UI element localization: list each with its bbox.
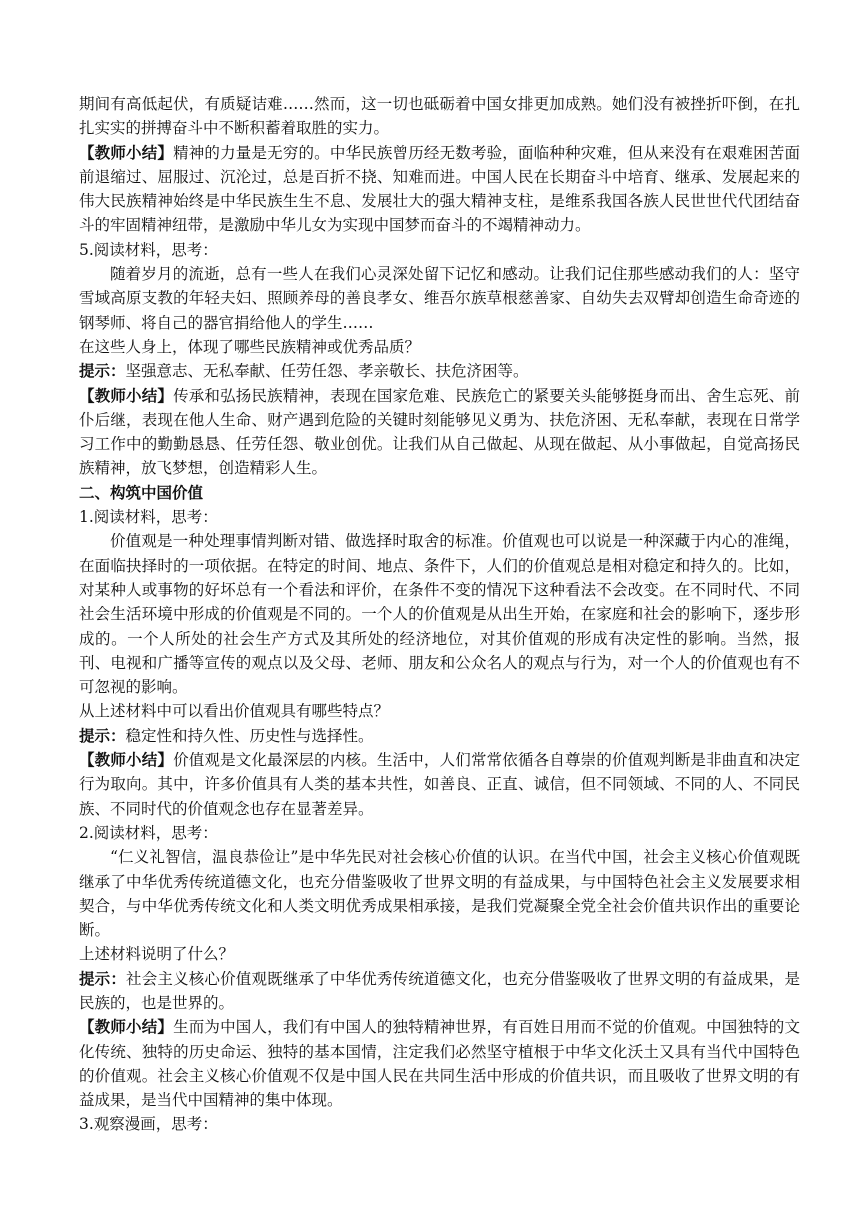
teacher-summary-2 — [79, 384, 800, 481]
hint-text: 稳定性和持久性、历史性与选择性。 — [125, 726, 374, 745]
teacher-summary-3 — [79, 748, 800, 821]
question-1-material: 价值观是一种处理事情判断对错、做选择时取舍的标准。价值观也可以说是一种深藏于内心的准绳，在面临抉择时的一项依据。在特定的时间、地点、条件下，人们的价值观总是相对稳定和持久的。比如，对某种人或事物的好坏总有一个看法和评价，在条件不变的情况下这种看法不会改变。在不同时代、不同社会生活环境中形成的价值观是不同的。一个人的价值观是从出生开始，在家庭和社会的影响下，逐步形成的。一个人所处的社会生产方式及其所处的经济地位，对其价值观的形成有决定性的影响。当然，报刊、电视和广播等宣传的观点以及父母、老师、朋友和公众名人的观点与行为，对一个人的价值观也有不可忽视的影响。 — [79, 532, 800, 697]
summary-tag: 【教师小结】 — [79, 143, 174, 162]
question-3-title: 3.观察漫画，思考： — [79, 1115, 218, 1134]
question-1-hint — [79, 724, 800, 748]
hint-label: 提示： — [79, 362, 126, 381]
hint-label: 提示： — [79, 726, 126, 745]
intro-paragraph: 期间有高低起伏，有质疑诘难……然而，这一切也砥砺着中国女排更加成熟。她们没有被挫折吓倒，在扎扎实实的拼搏奋斗中不断积蓄着取胜的实力。 — [79, 95, 800, 138]
hint-label: 提示： — [79, 969, 127, 988]
summary-text: 精神的力量是无穷的。中华民族曾历经无数考验，面临种种灾难，但从来没有在艰难困苦面前退缩过、屈服过、沉沦过，总是百折不挠、知难而进。中国人民在长期奋斗中培育、继承、发展起来的伟大民族精神始终是中华民族生生不息、发展壮大的强大精神支柱，是维系我国各族人民世世代代团结奋斗的牢固精神纽带，是激励中华儿女为实现中国梦而奋斗的不竭精神动力。 — [79, 143, 800, 235]
question-5-question: 在这些人身上，体现了哪些民族精神或优秀品质？ — [79, 337, 421, 356]
summary-tag: 【教师小结】 — [79, 751, 174, 770]
summary-tag: 【教师小结】 — [79, 386, 174, 405]
question-1-title: 1.阅读材料，思考： — [79, 508, 218, 527]
hint-text: 坚强意志、无私奉献、任劳任怨、孝亲敬长、扶危济困等。 — [125, 362, 529, 381]
question-1-question: 从上述材料中可以看出价值观具有哪些特点？ — [79, 702, 390, 721]
summary-tag: 【教师小结】 — [79, 1018, 174, 1037]
teacher-summary-4 — [79, 1015, 800, 1112]
question-5-material: 随着岁月的流逝，总有一些人在我们心灵深处留下记忆和感动。让我们记住那些感动我们的人：坚守雪域高原支教的年轻夫妇、照顾养母的善良孝女、维吾尔族草根慈善家、自幼失去双臂却创造生命奇迹的钢琴师、将自己的器官捐给他人的学生…… — [79, 265, 800, 332]
teacher-summary-1 — [79, 141, 800, 238]
question-2-question: 上述材料说明了什么？ — [79, 945, 235, 964]
question-2-title: 2.阅读材料，思考： — [79, 823, 218, 842]
section-heading: 二、构筑中国价值 — [79, 483, 204, 502]
summary-text: 生而为中国人，我们有中国人的独特精神世界，有百姓日用而不觉的价值观。中国独特的文化传统、独特的历史命运、独特的基本国情，注定我们必然坚守植根于中华文化沃土又具有当代中国特色的价值观。社会主义核心价值观不仅是中国人民在共同生活中形成的价值共识，而且吸收了世界文明的有益成果，是当代中国精神的集中体现。 — [79, 1018, 800, 1110]
question-2-hint — [79, 967, 800, 1016]
summary-text: 价值观是文化最深层的内核。生活中，人们常常依循各自尊崇的价值观判断是非曲直和决定行为取向。其中，许多价值具有人类的基本共性，如善良、正直、诚信，但不同领域、不同的人、不同民族、不同时代的价值观念也存在显著差异。 — [79, 751, 800, 818]
question-5-hint — [79, 359, 800, 383]
question-2-material: “仁义礼智信，温良恭俭让”是中华先民对社会核心价值的认识。在当代中国，社会主义核心价值观既继承了中华优秀传统道德文化，也充分借鉴吸收了世界文明的有益成果，与中国特色社会主义发展要求相契合，与中华优秀传统文化和人类文明优秀成果相承接，是我们党凝聚全党全社会价值共识作出的重要论断。 — [79, 848, 800, 940]
hint-text: 社会主义核心价值观既继承了中华优秀传统道德文化，也充分借鉴吸收了世界文明的有益成果，是民族的，也是世界的。 — [79, 969, 800, 1012]
summary-text: 传承和弘扬民族精神，表现在国家危难、民族危亡的紧要关头能够挺身而出、舍生忘死、前仆后继，表现在他人生命、财产遇到危险的关键时刻能够见义勇为、扶危济困、无私奉献，表现在日常学习工作中的勤勤恳恳、任劳任怨、敬业创优。让我们从自己做起、从现在做起、从小事做起，自觉高扬民族精神，放飞梦想，创造精彩人生。 — [79, 386, 800, 478]
question-5-title: 5.阅读材料，思考： — [79, 240, 218, 259]
